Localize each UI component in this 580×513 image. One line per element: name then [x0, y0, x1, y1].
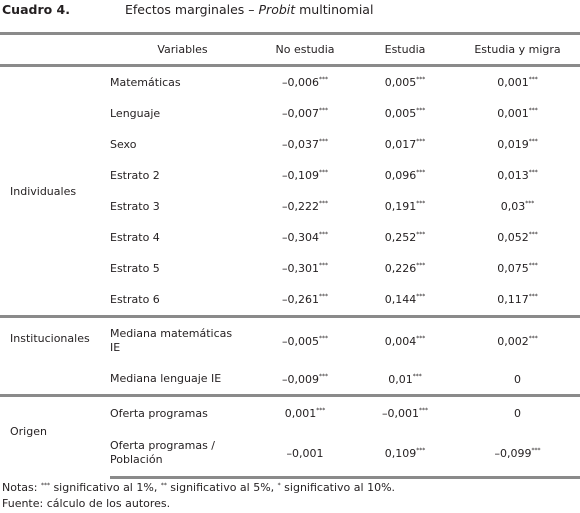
no-estudia-cell: –0,301***	[282, 262, 328, 275]
no-estudia-cell: –0,222***	[282, 200, 328, 213]
variable-cell: Estrato 4	[110, 230, 160, 244]
estudia-migra-cell: 0,001***	[497, 76, 538, 89]
table-notes	[2, 480, 395, 512]
estudia-migra-cell: 0,03***	[500, 200, 535, 213]
estudia-cell: 0,005***	[384, 107, 426, 120]
estudia-migra-cell: 0,075***	[497, 262, 538, 275]
header-estudia-migra: Estudia y migra	[455, 34, 580, 66]
variable-cell: Estrato 3	[110, 199, 160, 213]
table-number: Cuadro 4.	[2, 2, 71, 17]
variable-cell: Lenguaje	[110, 106, 161, 120]
header-estudia: Estudia	[355, 34, 455, 66]
no-estudia-cell: –0,009***	[282, 372, 328, 386]
estudia-cell: 0,004***	[355, 317, 455, 365]
no-estudia-cell: –0,037***	[282, 138, 328, 151]
estudia-cell: 0,096***	[384, 169, 426, 182]
estudia-cell: 0,252***	[384, 231, 426, 244]
source-note: Fuente: cálculo de los autores.	[2, 497, 171, 510]
estudia-cell: 0,005***	[384, 76, 426, 89]
variable-cell: Estrato 2	[110, 168, 160, 182]
header-group	[0, 34, 110, 66]
estudia-migra-cell: 0,019***	[497, 138, 538, 151]
table-row	[0, 396, 580, 431]
estudia-migra-cell: 0	[455, 396, 580, 431]
estudia-migra-cell: 0,002***	[455, 317, 580, 365]
no-estudia-cell: 0,001***	[255, 396, 355, 431]
marginal-effects-table	[0, 32, 580, 479]
group-label-individuales: Individuales	[10, 184, 77, 198]
no-estudia-cell: –0,007***	[282, 107, 328, 120]
estudia-cell: 0,226***	[384, 262, 426, 275]
variable-cell: Estrato 6	[110, 292, 160, 306]
estudia-migra-cell: 0,013***	[497, 169, 538, 182]
variable-cell: Matemáticas	[110, 75, 181, 89]
estudia-cell: 0,017***	[384, 138, 426, 151]
table-row	[0, 317, 580, 365]
estudia-migra-cell: 0,117***	[497, 293, 538, 306]
variable-cell: Oferta programas / Población	[110, 430, 255, 478]
estudia-cell: 0,144***	[384, 293, 426, 306]
variable-cell: Sexo	[110, 137, 137, 151]
group-label-origen: Origen	[0, 396, 110, 478]
estudia-cell: 0,01***	[388, 372, 422, 386]
header-variables: Variables	[110, 34, 255, 66]
variable-cell: Mediana matemáticas IE	[110, 317, 255, 365]
no-estudia-cell: –0,261***	[282, 293, 328, 306]
estudia-migra-cell: 0	[514, 372, 521, 386]
variable-cell: Oferta programas	[110, 396, 255, 431]
estudia-cell: –0,001***	[355, 396, 455, 431]
significance-note: Notas: *** significativo al 1%, ** significativo al 5%, * significativo al 10%.	[2, 481, 396, 494]
estudia-cell: 0,109***	[355, 430, 455, 478]
header-no-estudia: No estudia	[255, 34, 355, 66]
estudia-cell: 0,191***	[384, 200, 426, 213]
no-estudia-cell: –0,006***	[282, 76, 328, 89]
table-caption	[2, 2, 374, 17]
estudia-migra-cell: 0,001***	[497, 107, 538, 120]
table-title: Efectos marginales – Probit multinomial	[125, 2, 374, 17]
table-header-row	[0, 34, 580, 66]
variable-cell: Estrato 5	[110, 261, 160, 275]
estudia-migra-cell: 0,052***	[497, 231, 538, 244]
table-row	[0, 66, 580, 99]
no-estudia-cell: –0,109***	[282, 169, 328, 182]
estudia-migra-cell: –0,099***	[455, 430, 580, 478]
group-label-institucionales: Institucionales	[0, 317, 110, 396]
no-estudia-cell: –0,304***	[282, 231, 328, 244]
variable-cell: Mediana lenguaje IE	[110, 372, 222, 385]
no-estudia-cell: –0,001	[255, 430, 355, 478]
no-estudia-cell: –0,005***	[255, 317, 355, 365]
